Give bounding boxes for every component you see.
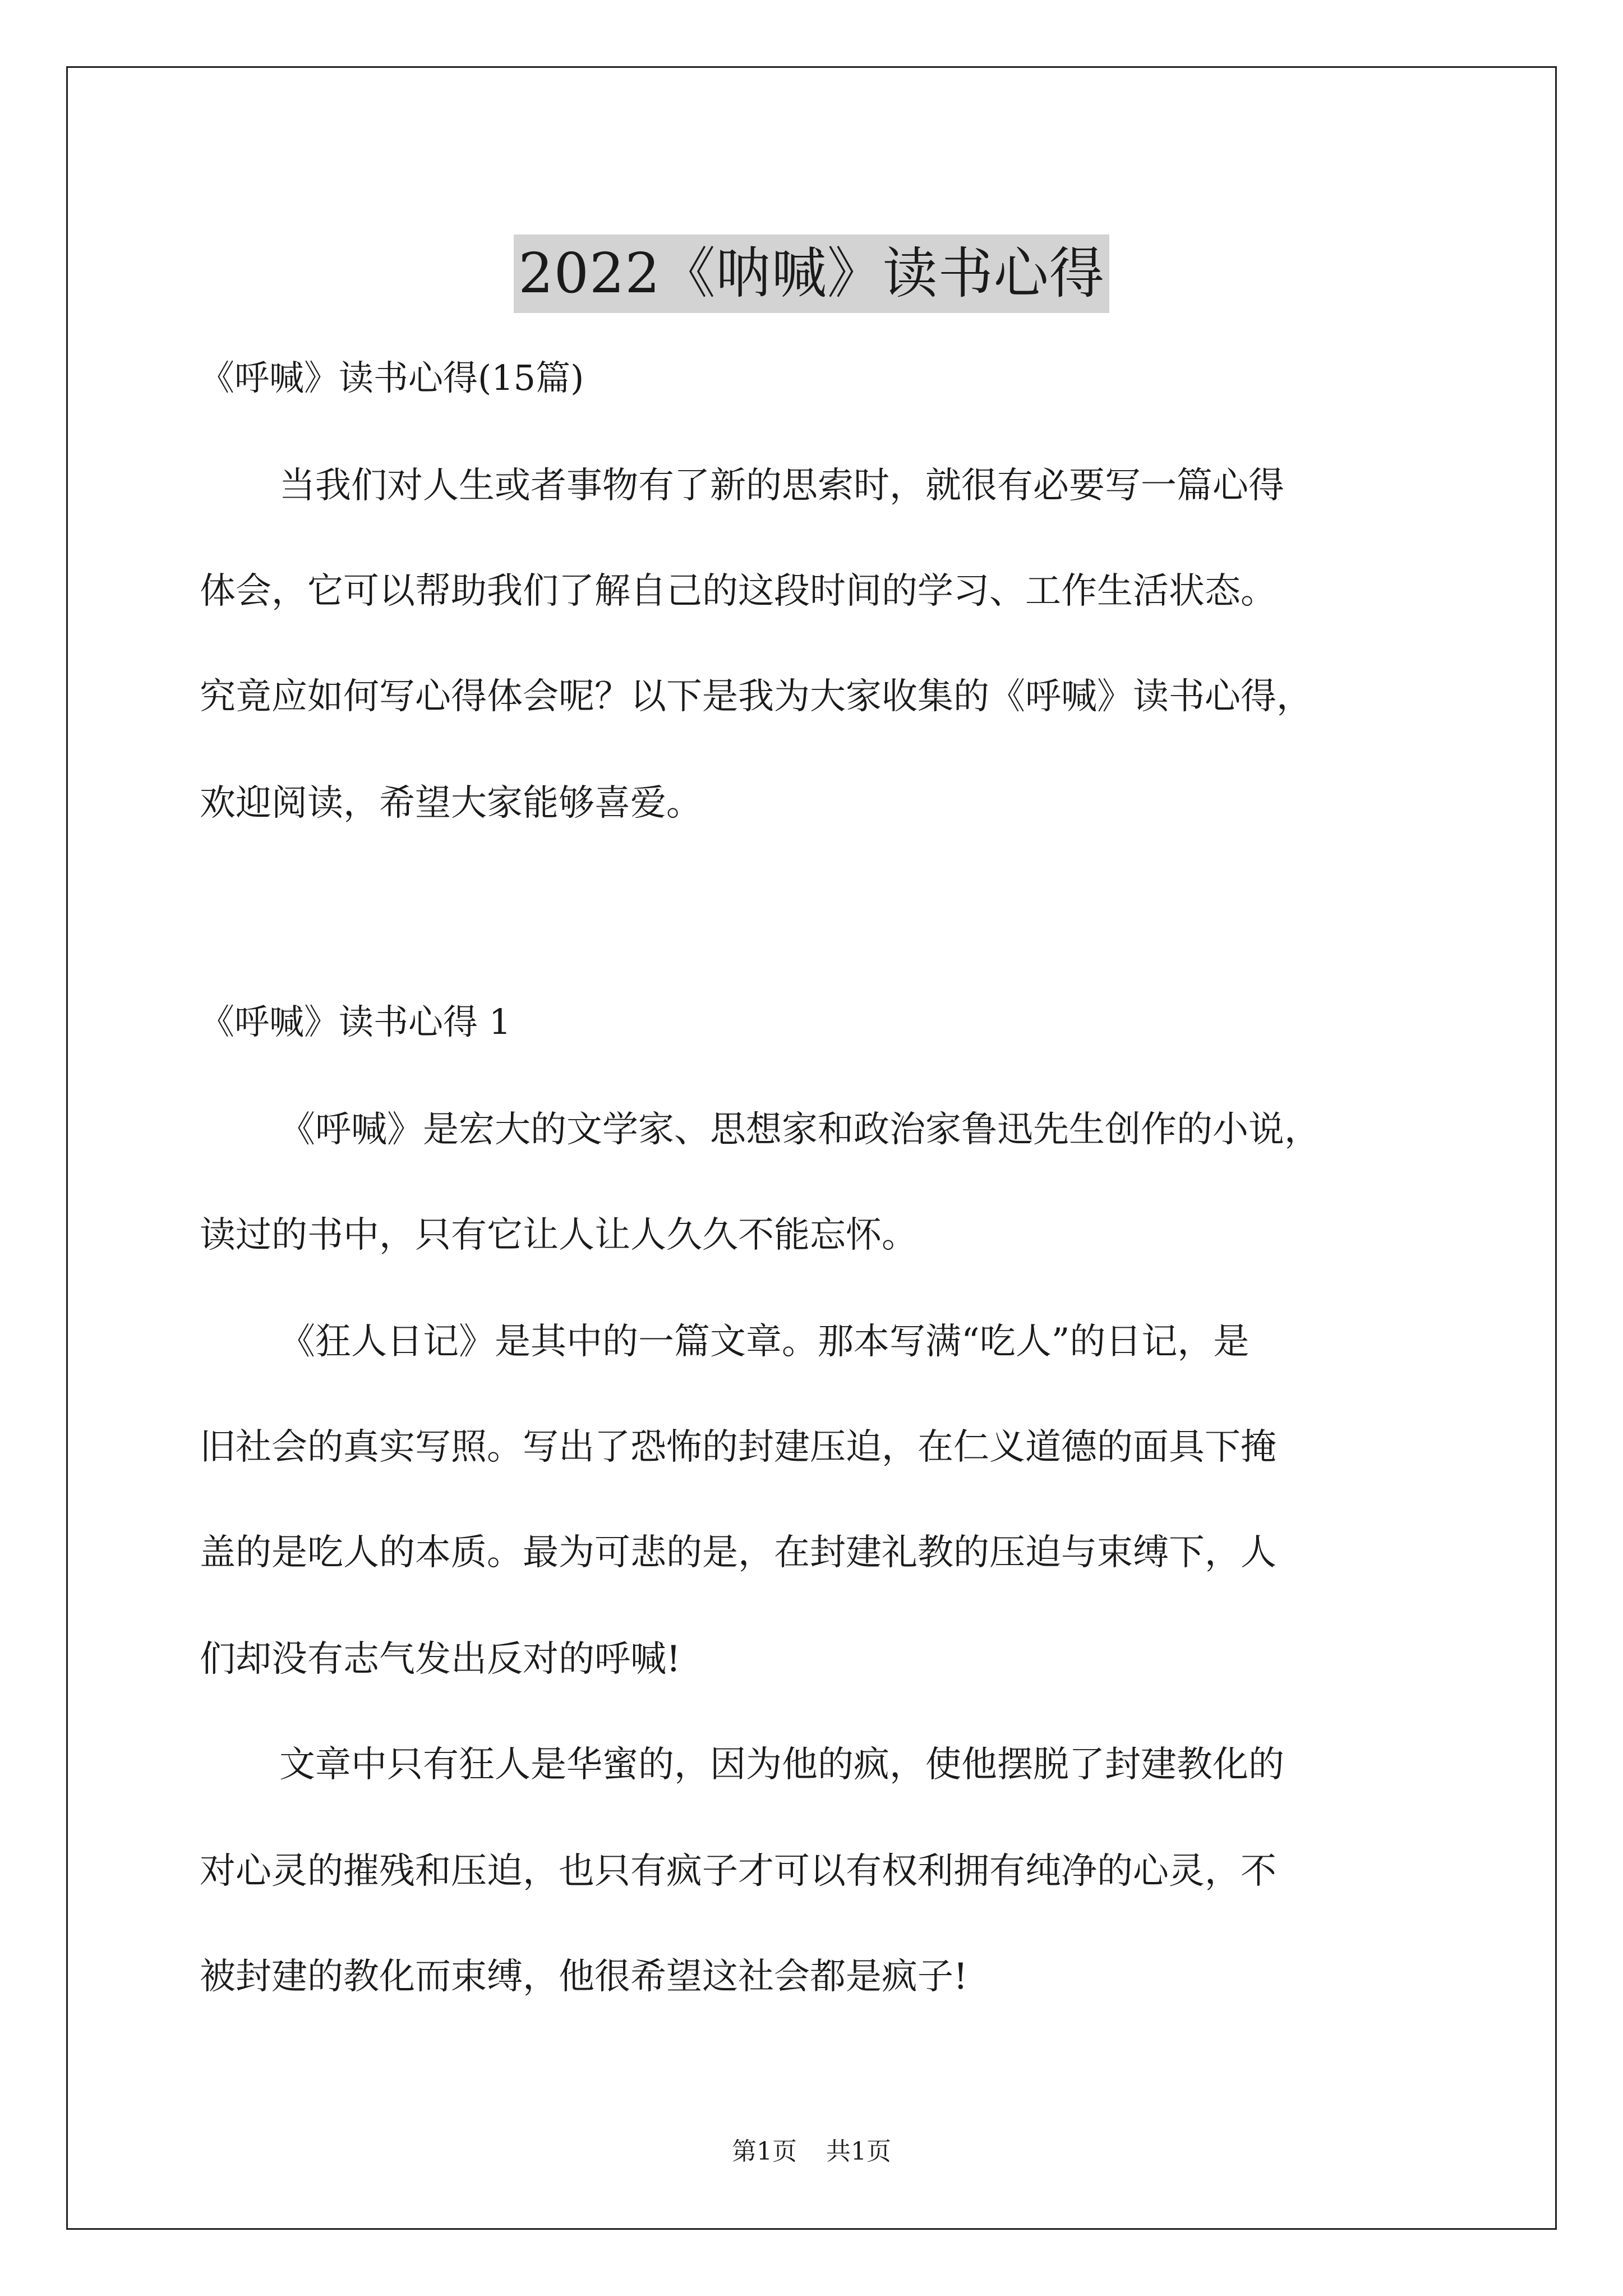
intro-line: 欢迎阅读，希望大家能够喜爱。	[200, 783, 702, 824]
document-subtitle: 《呼喊》读书心得(15篇)	[200, 357, 584, 398]
title-container	[0, 197, 1623, 349]
page-footer	[0, 2135, 1623, 2169]
intro-line: 当我们对人生或者事物有了新的思索时，就很有必要写一篇心得	[279, 465, 1284, 507]
document-title: 2022《呐喊》读书心得	[514, 234, 1109, 313]
intro-line: 究竟应如何写心得体会呢？以下是我为大家收集的《呼喊》读书心得，	[200, 676, 1312, 717]
intro-line: 体会，它可以帮助我们了解自己的这段时间的学习、工作生活状态。	[200, 570, 1276, 612]
body-line: 文章中只有狂人是华蜜的，因为他的疯，使他摆脱了封建教化的	[279, 1744, 1284, 1786]
body-line: 《呼喊》是宏大的文学家、思想家和政治家鲁迅先生创作的小说，	[279, 1109, 1320, 1151]
body-line: 《狂人日记》是其中的一篇文章。那本写满“吃人”的日记，是	[279, 1321, 1249, 1363]
page-total: 共1页	[826, 2137, 891, 2166]
body-line: 旧社会的真实写照。写出了恐怖的封建压迫，在仁义道德的面具下掩	[200, 1427, 1276, 1468]
body-line: 盖的是吃人的本质。最为可悲的是，在封建礼教的压迫与束缚下，人	[200, 1532, 1276, 1573]
body-line: 对心灵的摧残和压迫，也只有疯子才可以有权利拥有纯净的心灵，不	[200, 1851, 1276, 1892]
page-number: 第1页	[732, 2137, 797, 2166]
body-line: 们却没有志气发出反对的呼喊!	[200, 1639, 681, 1680]
section-heading: 《呼喊》读书心得 1	[200, 1001, 511, 1042]
body-line: 读过的书中，只有它让人让人久久不能忘怀。	[200, 1214, 917, 1256]
body-line: 被封建的教化而束缚，他很希望这社会都是疯子!	[200, 1956, 968, 1998]
